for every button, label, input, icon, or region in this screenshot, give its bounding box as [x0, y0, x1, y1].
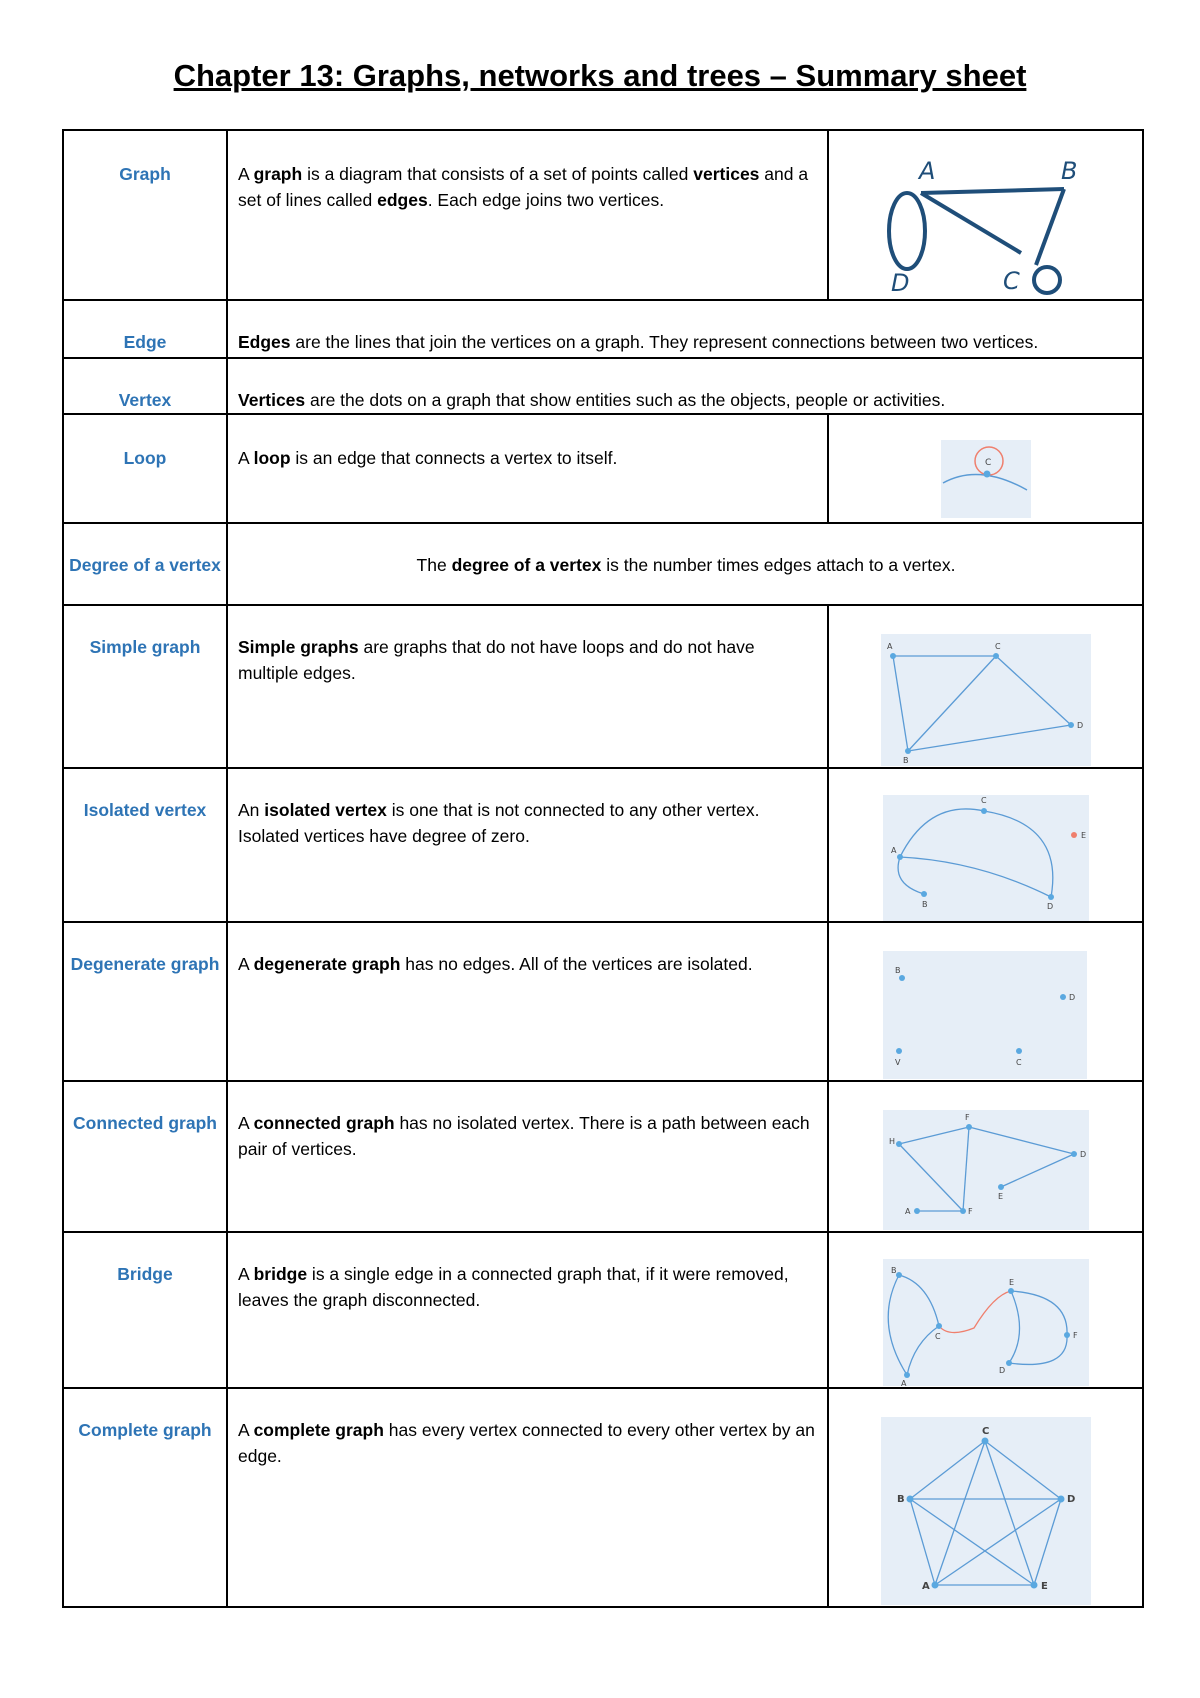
desc-degenerate: A degenerate graph has no edges. All of the vertices are isolated. [227, 922, 828, 1081]
row-simple [63, 605, 1143, 768]
desc-simple: Simple graphs are graphs that do not have loops and do not have multiple edges. [227, 605, 828, 768]
term-loop: Loop [63, 414, 227, 523]
figure-complete [828, 1388, 1143, 1607]
isolated-label-c: C [981, 796, 987, 805]
desc-complete: A complete graph has every vertex connected to every other vertex by an edge. [227, 1388, 828, 1607]
figure-isolated [828, 768, 1143, 922]
figure-bridge [828, 1232, 1143, 1388]
bridge-label-b: B [891, 1266, 897, 1275]
loop-diagram [829, 415, 1144, 523]
figure-degenerate [828, 922, 1143, 1081]
term-graph: Graph [63, 130, 227, 300]
bridge-edge [939, 1291, 1011, 1333]
graph-diagram [829, 131, 1144, 299]
figure-graph [828, 130, 1143, 300]
connected-label-d: D [1080, 1150, 1087, 1159]
degenerate-diagram [829, 923, 1144, 1081]
loop-vertex [984, 471, 991, 478]
graph-label-a: A [919, 157, 936, 185]
simple-label-b: B [903, 756, 909, 765]
summary-table [62, 129, 1144, 1608]
loop-label-c: C [985, 458, 992, 468]
row-degenerate [63, 922, 1143, 1081]
complete-label-b: B [897, 1494, 905, 1505]
simple-label-d: D [1077, 721, 1084, 730]
degenerate-label-d: D [1069, 993, 1076, 1002]
connected-label-f2: F [968, 1207, 973, 1216]
bridge-label-e: E [1009, 1278, 1015, 1287]
isolated-label-d: D [1047, 902, 1054, 911]
term-edge: Edge [63, 300, 227, 358]
isolated-label-a: A [891, 846, 897, 855]
degenerate-label-c: C [1016, 1058, 1022, 1067]
complete-label-c: C [982, 1426, 990, 1437]
isolated-vertex-e [1071, 832, 1077, 838]
figure-simple [828, 605, 1143, 768]
connected-label-h: H [889, 1137, 896, 1146]
term-degenerate: Degenerate graph [63, 922, 227, 1081]
desc-edge: Edges are the lines that join the vertices on a graph. They represent connections between two vertices. [227, 300, 1143, 358]
simple-diagram [829, 606, 1144, 768]
term-complete: Complete graph [63, 1388, 227, 1607]
term-degree: Degree of a vertex [63, 523, 227, 605]
connected-diagram [829, 1082, 1144, 1232]
term-connected: Connected graph [63, 1081, 227, 1232]
figure-connected [828, 1081, 1143, 1232]
isolated-diagram [829, 769, 1144, 922]
term-simple: Simple graph [63, 605, 227, 768]
desc-vertex: Vertices are the dots on a graph that show entities such as the objects, people or activities. [227, 358, 1143, 414]
bridge-label-d: D [999, 1366, 1006, 1375]
degenerate-label-v: V [895, 1058, 901, 1067]
row-loop [63, 414, 1143, 523]
term-isolated: Isolated vertex [63, 768, 227, 922]
row-isolated [63, 768, 1143, 922]
row-edge [63, 300, 1143, 358]
desc-degree: The degree of a vertex is the number times edges attach to a vertex. [227, 523, 1143, 605]
desc-bridge: A bridge is a single edge in a connected graph that, if it were removed, leaves the graph disconnected. [227, 1232, 828, 1388]
degenerate-label-b: B [895, 966, 901, 975]
desc-isolated: An isolated vertex is one that is not connected to any other vertex. Isolated vertices have degree of zero. [227, 768, 828, 922]
isolated-label-e: E [1081, 831, 1087, 840]
isolated-label-b: B [922, 900, 928, 909]
row-graph [63, 130, 1143, 300]
complete-label-e: E [1041, 1581, 1048, 1592]
connected-label-e: E [998, 1192, 1004, 1201]
desc-loop: A loop is an edge that connects a vertex to itself. [227, 414, 828, 523]
row-complete [63, 1388, 1143, 1607]
figure-loop [828, 414, 1143, 523]
bridge-label-c: C [935, 1332, 941, 1341]
desc-graph: A graph is a diagram that consists of a set of points called vertices and a set of lines called edges. Each edge joins two vertices. [227, 130, 828, 300]
bridge-label-a: A [901, 1379, 907, 1388]
term-bridge: Bridge [63, 1232, 227, 1388]
desc-connected: A connected graph has no isolated vertex. There is a path between each pair of vertices. [227, 1081, 828, 1232]
term-vertex: Vertex [63, 358, 227, 414]
graph-label-b: B [1061, 157, 1078, 185]
page-title: Chapter 13: Graphs, networks and trees – Summary sheet [173, 58, 1027, 93]
complete-label-a: A [922, 1581, 930, 1592]
connected-label-f: F [965, 1113, 970, 1122]
connected-label-a: A [905, 1207, 911, 1216]
graph-label-d: D [891, 269, 910, 297]
row-vertex [63, 358, 1143, 414]
complete-label-d: D [1067, 1494, 1076, 1505]
complete-diagram [829, 1389, 1144, 1607]
simple-label-c: C [995, 642, 1001, 651]
graph-label-c: C [1003, 267, 1020, 295]
bridge-diagram [829, 1233, 1144, 1388]
row-connected [63, 1081, 1143, 1232]
simple-label-a: A [887, 642, 893, 651]
row-bridge [63, 1232, 1143, 1388]
row-degree [63, 523, 1143, 605]
bridge-label-f: F [1073, 1331, 1078, 1340]
